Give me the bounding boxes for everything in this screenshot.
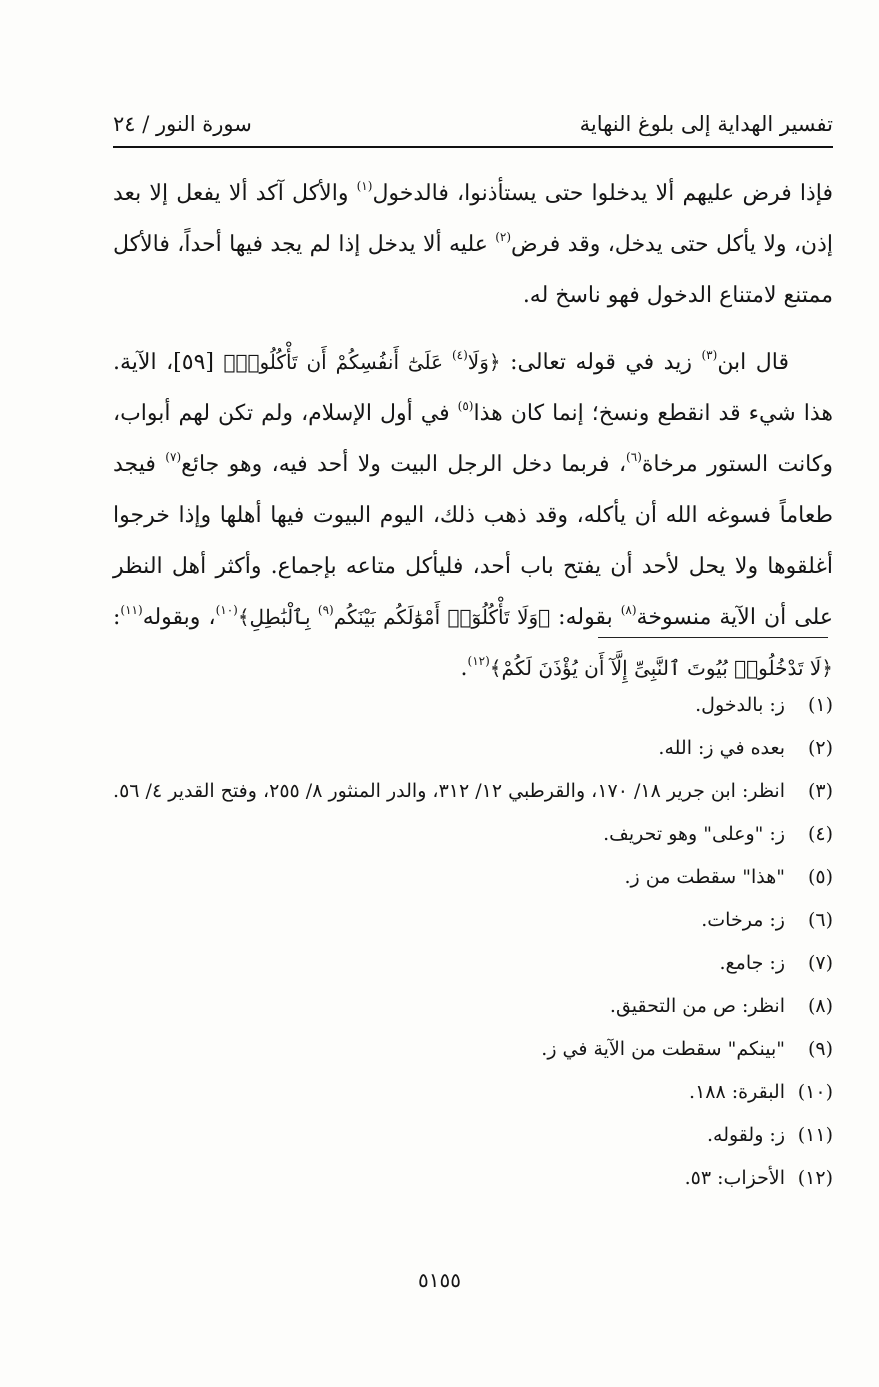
footnote-number: (١) (807, 694, 833, 716)
text-run: : (113, 605, 121, 630)
footnote-text: انظر: ابن جرير ١٨/ ١٧٠، والقرطبي ١٢/ ٣١٢، والدر المنثور ٨/ ٢٥٥، وفتح القدير ٤/ ٥٦. (113, 780, 785, 802)
footnote-ref: (٩) (317, 602, 334, 617)
text-run: ، فربما دخل الرجل البيت ولا أحد فيه، وهو جائع (181, 452, 627, 477)
footnote-item (113, 690, 833, 720)
running-header (113, 108, 833, 140)
text-run: فإذا فرض عليهم ألا يدخلوا حتى يستأذنوا، فالدخول (372, 181, 833, 206)
text-run: عليه ألا يدخل إذا لم يجد فيها أحداً، فالأكل ممتنع لامتناع الدخول فهو ناسخ له. (113, 232, 833, 308)
footnote-item (113, 905, 833, 935)
footnote-text: بعده في ز: الله. (658, 737, 785, 759)
page-number: ٥١٥٥ (418, 1268, 461, 1292)
footnote-item (113, 1077, 833, 1107)
footnote-ref: (٧) (165, 449, 182, 464)
footnote-item (113, 733, 833, 763)
header-rule (113, 146, 833, 148)
text-run: زيد في قوله تعالى: (500, 350, 702, 375)
footnote-text: ز: ولقوله. (706, 1124, 785, 1146)
footnote-text: ز: بالدخول. (695, 694, 785, 716)
quran-verse: ﴿وَلَا تَأْكُلُوٓا۟ أَمْوَٰلَكُم بَيْنَكُم (333, 605, 551, 629)
text-run: بقوله: (550, 605, 621, 630)
footnotes (113, 690, 833, 1206)
footnote-text: ز: جامع. (719, 952, 785, 974)
footnote-ref: (١٢) (467, 653, 490, 668)
footnote-text: انظر: ص من التحقيق. (609, 995, 785, 1017)
footnote-ref: (١١) (120, 602, 143, 617)
footnote-number: (١٠) (797, 1081, 833, 1103)
quran-verse: بِٱلْبَٰطِلِ﴾ (237, 605, 318, 629)
footnote-number: (٥) (807, 866, 833, 888)
footnote-number: (٤) (807, 823, 833, 845)
footnote-text: ز: مرخات. (701, 909, 785, 931)
footnote-item (113, 862, 833, 892)
footnote-ref: (١٠) (215, 602, 238, 617)
footnote-number: (٧) (807, 952, 833, 974)
text-run: ، وبقوله (142, 605, 216, 630)
text-run: . (460, 656, 468, 681)
paragraph-2 (113, 337, 833, 694)
footnote-item (113, 948, 833, 978)
footnote-item (113, 776, 833, 806)
footnote-ref: (٨) (620, 602, 637, 617)
footnote-text: ز: "وعلى" وهو تحريف. (603, 823, 785, 845)
footnote-number: (٣) (807, 780, 833, 802)
text-run: [٥٩]، الآية. هذا شيء قد انقطع ونسخ؛ إنما كان هذا (113, 350, 833, 426)
footnote-number: (١٢) (797, 1167, 833, 1189)
text-run: قال ابن (717, 350, 789, 375)
text-run: والأكل آكد ألا يفعل إلا بعد إذن، ولا يأكل حتى يدخل، وقد فرض (113, 181, 834, 257)
quran-verse: ﴿وَلَا (467, 350, 501, 374)
footnote-ref: (٣) (701, 347, 718, 362)
quran-verse: عَلَىٰٓ أَنفُسِكُمْ أَن تَأْكُلُوا۟﴾ (223, 350, 452, 374)
footnote-ref: (٢) (495, 229, 512, 244)
footnote-number: (٦) (807, 909, 833, 931)
footnote-ref: (١) (356, 178, 373, 193)
footnote-number: (٩) (807, 1038, 833, 1060)
footnote-separator (598, 637, 828, 638)
footnote-item (113, 1120, 833, 1150)
paragraph-1 (113, 168, 833, 321)
surah-reference: سورة النور / ٢٤ (113, 112, 252, 136)
footnote-text: "هذا" سقطت من ز. (624, 866, 785, 888)
footnote-ref: (٦) (626, 449, 642, 464)
footnote-number: (٢) (807, 737, 833, 759)
footnote-item (113, 819, 833, 849)
book-title: تفسير الهداية إلى بلوغ النهاية (579, 112, 833, 136)
footnote-ref: (٥) (457, 398, 474, 413)
footnote-text: "بينكم" سقطت من الآية في ز. (541, 1038, 785, 1060)
footnote-ref: (٤) (451, 347, 468, 362)
footnote-number: (٨) (807, 995, 833, 1017)
footnote-item (113, 1034, 833, 1064)
footnote-item (113, 991, 833, 1021)
footnote-text: الأحزاب: ٥٣. (684, 1167, 785, 1189)
quran-verse: ﴿لَا تَدْخُلُوا۟ بُيُوتَ ٱلنَّبِىِّ إِلَّآ أَن يُؤْذَنَ لَكُمْ﴾ (489, 656, 833, 680)
main-text (113, 168, 833, 694)
footnote-number: (١١) (797, 1124, 833, 1146)
footnote-item (113, 1163, 833, 1193)
text-run: في أول الإسلام، ولم تكن لهم أبواب، وكانت الستور مرخاة (113, 401, 833, 477)
text-run: فيجد طعاماً فسوغه الله أن يأكله، وقد ذهب ذلك، اليوم البيوت فيها أهلها وإذا خرجوا أغلقوها ولا يحل لأحد أن يفتح باب أحد، فليأكل متاعه بإجماع. وأكثر أهل النظر على أن الآية منسوخة (113, 452, 834, 630)
footnote-text: البقرة: ١٨٨. (689, 1081, 785, 1103)
